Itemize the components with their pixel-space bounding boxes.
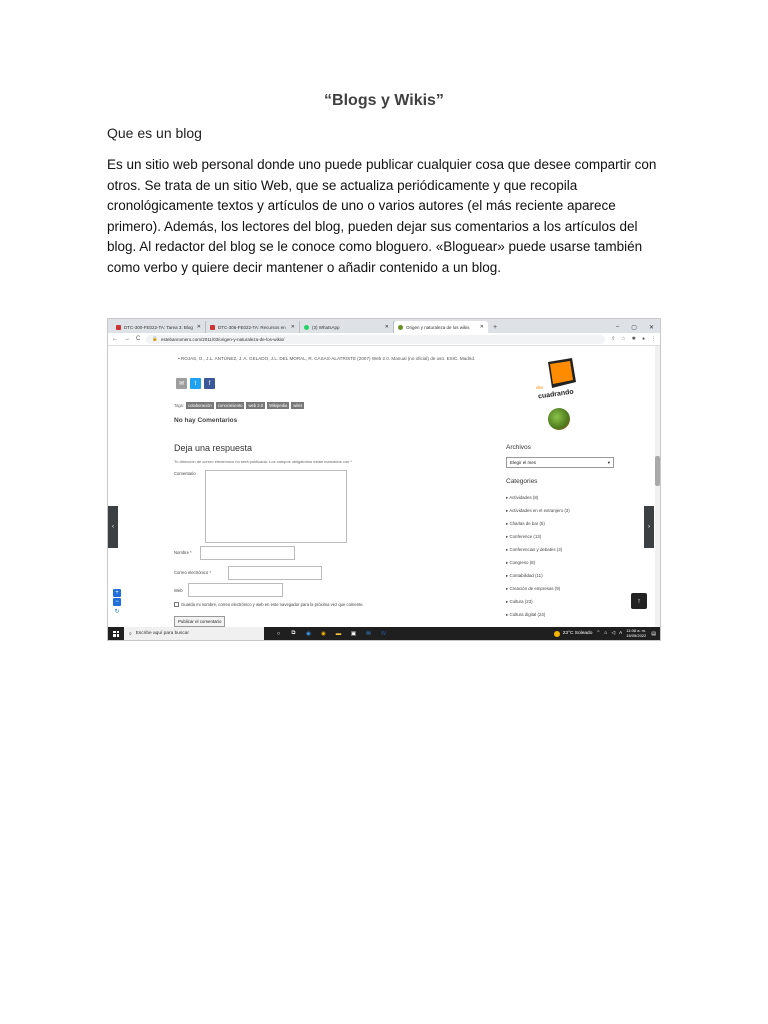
taskbar-search[interactable]: ⌕ Escribe aquí para buscar (124, 627, 264, 640)
menu-icon[interactable]: ⋮ (651, 336, 656, 342)
reload-icon[interactable]: C (136, 336, 141, 342)
word-icon[interactable]: W (380, 630, 387, 637)
file-explorer-icon[interactable]: ▬ (335, 630, 342, 637)
lock-icon: 🔒 (152, 336, 158, 341)
webpage-content (108, 346, 660, 629)
browser-tab[interactable]: (3) WhatsApp ✕ (300, 321, 394, 333)
close-icon[interactable]: ✕ (479, 324, 484, 330)
category-link[interactable]: ▸ Conference (13) (506, 534, 542, 539)
cortana-icon[interactable]: ○ (276, 630, 281, 637)
site-favicon-icon (398, 325, 403, 330)
tag-link[interactable]: wikis (293, 403, 303, 408)
no-comments-label: No hay Comentarios (174, 417, 238, 424)
zoom-in-icon[interactable]: + (113, 589, 121, 597)
notifications-icon[interactable]: ▤ (651, 630, 656, 637)
comment-textarea[interactable] (205, 470, 347, 543)
zoom-reset-icon[interactable]: ↻ (114, 608, 120, 615)
browser-tab-active[interactable]: Origen y naturaleza de los wikis ✕ (394, 321, 488, 333)
language-icon[interactable]: A (619, 631, 623, 636)
save-info-checkbox-row: Guarda mi nombre, correo electrónico y web en este navegador para la próxima vez que comente. (174, 602, 364, 607)
network-icon[interactable]: ⌂ (604, 631, 608, 636)
name-input[interactable] (200, 546, 295, 560)
chrome-icon[interactable]: ◉ (321, 630, 326, 637)
tag-link[interactable]: conocimiento (217, 403, 243, 408)
windows-start-icon[interactable] (113, 631, 119, 637)
mail-app-icon[interactable]: ✉ (366, 630, 371, 637)
system-tray (596, 631, 626, 636)
categories-list (506, 491, 616, 621)
web-label: Web (174, 588, 183, 593)
course-favicon-icon (210, 325, 215, 330)
name-label: Nombre * (174, 550, 192, 555)
blog-sidebar (506, 444, 616, 621)
document-body: Es un sitio web personal donde uno puede publicar cualquier cosa que desee compartir con otros. Se trata de un sitio Web, que se actualiza periódicamente y que recopila cronológicamente textos y artículos de uno o varios autores (el más reciente aparece primero). Además, los lectores del blog, pueden dejar sus comentarios a los artículos del blog. Al redactor del blog se le conoce como bloguero. «Bloguear» puede usarse también como verbo y quiere decir mantener o añadir contenido a un blog. (107, 157, 657, 275)
reply-note: Tu dirección de correo electrónico no será publicada. Los campos obligatorios están marcados con * (174, 459, 352, 464)
category-link[interactable]: ▸ Conferencias y debates (3) (506, 547, 563, 552)
archives-select[interactable]: Elegir el mes ▾ (506, 457, 614, 468)
categories-title: Categories (506, 478, 538, 485)
tag-link[interactable]: Wikipedia (269, 403, 288, 408)
course-favicon-icon (116, 325, 121, 330)
category-link[interactable]: ▸ Contabilidad (11) (506, 573, 543, 578)
email-label: Correo electrónico * (174, 570, 212, 575)
embedded-browser-screenshot (107, 318, 661, 641)
share-buttons (176, 378, 215, 389)
comment-label: Comentario (174, 471, 196, 476)
category-link[interactable]: ▸ Charlas de bar (6) (506, 521, 545, 526)
mail-icon[interactable]: ✉ (176, 378, 187, 389)
restore-icon[interactable]: ▢ (631, 324, 637, 331)
close-window-icon[interactable]: ✕ (648, 324, 654, 331)
archives-title: Archivos (506, 444, 531, 451)
zoom-controls (113, 589, 121, 615)
facebook-icon[interactable]: f (204, 378, 215, 389)
browser-tab[interactable]: DTC-306-FE022-TA: Recursos en ✕ (206, 321, 300, 333)
search-icon: ⌕ (129, 631, 132, 637)
back-to-top-button[interactable]: ↑ (631, 593, 647, 609)
logo-text: cuadrando (537, 388, 575, 401)
whatsapp-icon (304, 325, 309, 330)
edge-icon[interactable]: ◉ (306, 630, 311, 637)
window-controls (616, 321, 660, 333)
category-link[interactable]: ▸ Cultura (23) (506, 599, 533, 604)
close-icon[interactable]: ✕ (290, 324, 295, 330)
category-link[interactable]: ▸ Creación de empresas (9) (506, 586, 561, 591)
document-subtitle: Que es un blog (107, 125, 202, 141)
logo-icon (537, 356, 580, 416)
twitter-icon[interactable]: t (190, 378, 201, 389)
taskbar-clock[interactable]: 11:08 a. m. 15/05/2022 (626, 627, 647, 638)
page-scrollbar[interactable] (655, 346, 660, 629)
slider-next-button[interactable]: › (644, 506, 654, 548)
chevron-up-icon[interactable]: ⌃ (596, 631, 601, 636)
document-title: “Blogs y Wikis” (324, 92, 444, 109)
address-bar (108, 333, 660, 346)
web-input[interactable] (188, 583, 283, 597)
scrollbar-thumb[interactable] (655, 456, 660, 486)
browser-tab[interactable]: DTC-300-FE022-TA: Tarea 3: Blog ✕ (112, 321, 206, 333)
forward-arrow-icon[interactable]: → (124, 336, 130, 342)
weather-widget[interactable]: 23°C Soleado (554, 631, 597, 637)
windows-taskbar (108, 627, 660, 640)
task-view-icon[interactable]: ⧉ (291, 630, 296, 636)
save-info-checkbox[interactable] (174, 602, 179, 607)
browser-tab-bar (108, 319, 660, 333)
category-link[interactable]: ▸ Cultura digital (24) (506, 612, 546, 617)
category-link[interactable]: ▸ Congreso (8) (506, 560, 536, 565)
taskbar-app-icons (274, 629, 388, 638)
tags-row: Tags: colaboración conocimiento web 2.0 Wikipedia wikis (174, 403, 303, 408)
reference-item: • ROJAS, O., J.L. ANTÚNEZ, J. A. GELADO, J.L. DEL MORAL, R. CASAS-ALATRISTE (2007) Web 2.0. Manual (no oficial) de uso. ESIC. Madrid. (178, 356, 476, 361)
tag-link[interactable]: web 2.0 (248, 403, 264, 408)
logo-prefix: des (536, 385, 544, 390)
back-arrow-icon[interactable]: ← (112, 336, 118, 342)
zoom-out-icon[interactable]: − (113, 598, 121, 606)
category-link[interactable]: ▸ Actividades en el extranjero (3) (506, 508, 570, 513)
close-icon[interactable]: ✕ (384, 324, 389, 330)
submit-comment-button[interactable]: Publicar el comentario (174, 616, 225, 627)
slider-prev-button[interactable]: ‹ (108, 506, 118, 548)
reply-title: Deja una respuesta (174, 443, 253, 453)
extension-icon[interactable]: ✱ (631, 336, 636, 342)
store-icon[interactable]: ▣ (350, 630, 357, 637)
new-tab-button[interactable]: + (493, 323, 498, 331)
url-text: estebanromero.com/2011/03/origen-y-naturaleza-de-los-wikis/ (160, 336, 285, 342)
toolbar-icons (611, 336, 656, 342)
share-icon[interactable]: ⇪ (611, 336, 616, 342)
volume-icon[interactable]: ◁ (611, 631, 616, 636)
url-field[interactable] (146, 335, 605, 344)
tag-link[interactable]: colaboración (188, 403, 212, 408)
star-icon[interactable]: ☆ (621, 336, 626, 342)
globe-icon (548, 408, 570, 430)
chevron-down-icon: ▾ (607, 459, 610, 465)
email-input[interactable] (228, 566, 322, 580)
close-icon[interactable]: ✕ (196, 324, 201, 330)
minimize-icon[interactable]: – (615, 324, 620, 330)
sun-icon (554, 631, 560, 637)
category-link[interactable]: ▸ Actividades (8) (506, 495, 539, 500)
profile-icon[interactable]: ● (641, 336, 645, 342)
